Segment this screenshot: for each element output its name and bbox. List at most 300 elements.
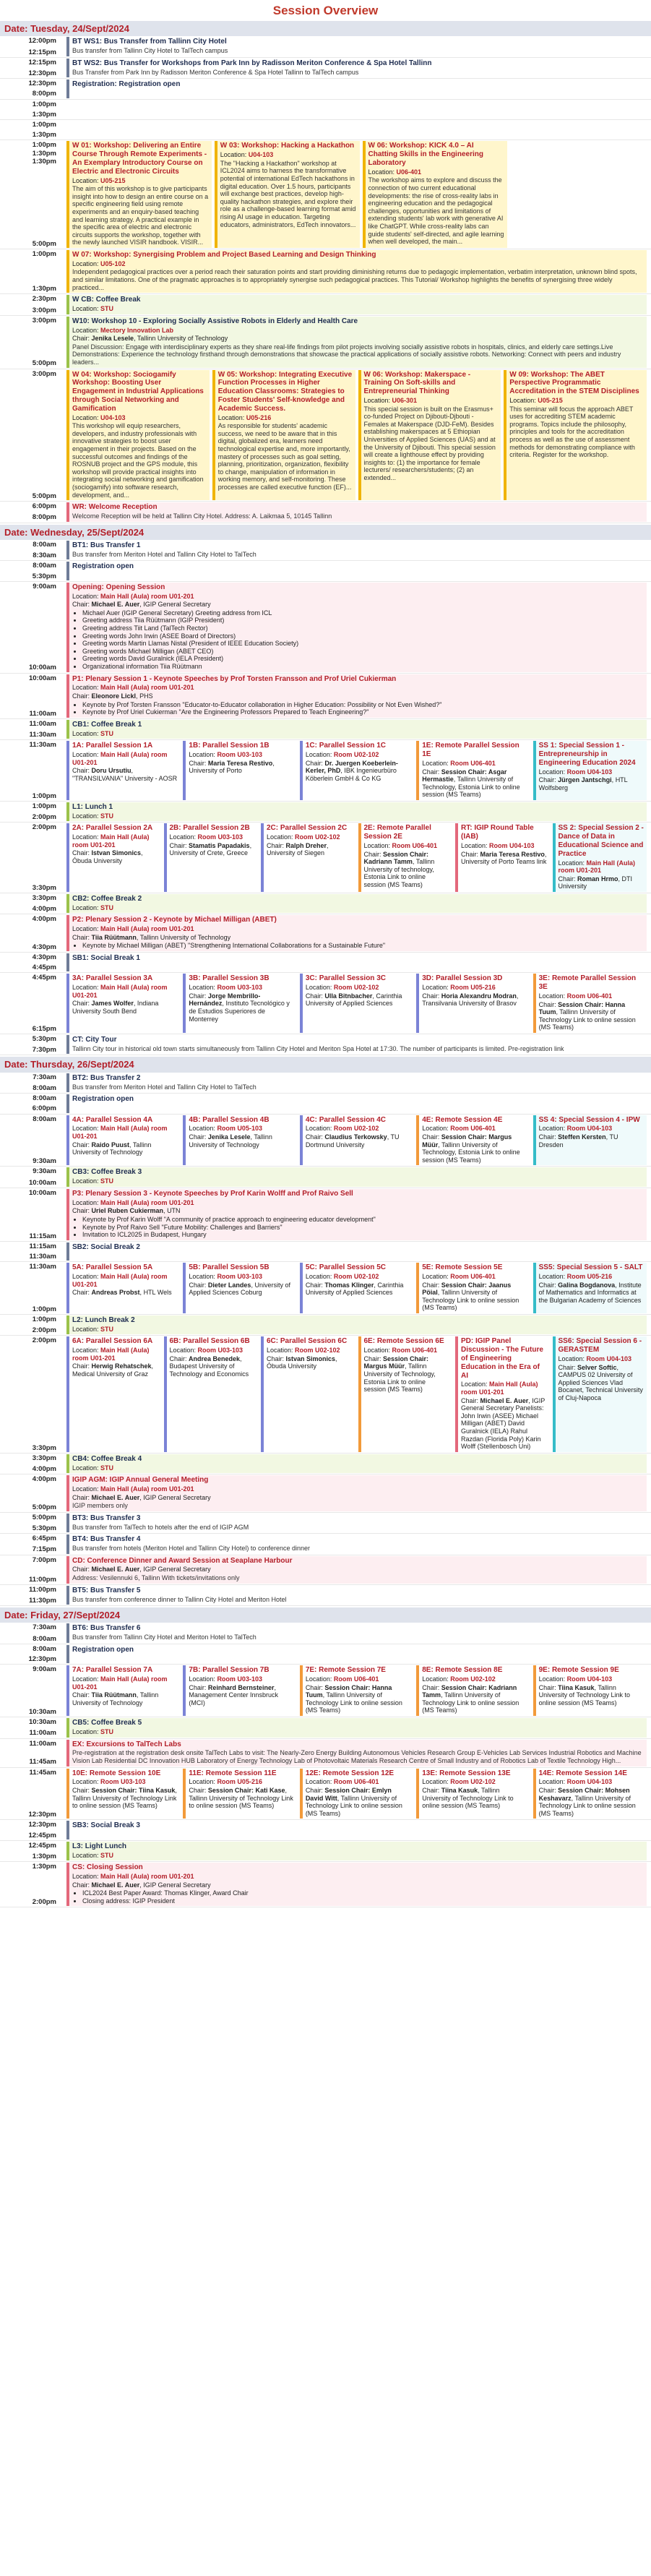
session-title[interactable]: 4A: Parallel Session 4A	[72, 1115, 153, 1124]
session-block[interactable]	[66, 1821, 647, 1839]
session-title[interactable]: 1B: Parallel Session 1B	[189, 742, 270, 750]
session-title[interactable]: WR: Welcome Reception	[72, 503, 158, 512]
session-title[interactable]: 5A: Parallel Session 5A	[72, 1263, 153, 1272]
location-value[interactable]: Room U06-401	[333, 1675, 379, 1683]
location-value[interactable]: Room U03-103	[197, 1347, 243, 1354]
location-value[interactable]: U05-102	[100, 259, 126, 267]
location-value[interactable]: STU	[100, 305, 114, 313]
location-value[interactable]: Main Hall (Aula) room U01-201	[461, 1381, 538, 1396]
session-title[interactable]: L1: Lunch 1	[72, 802, 113, 811]
location-label: Location:	[461, 1381, 490, 1388]
session-block[interactable]	[66, 502, 647, 521]
location-value[interactable]: STU	[100, 729, 114, 737]
location-value[interactable]: U04-103	[248, 151, 274, 159]
location-value[interactable]: Room U03-103	[197, 833, 243, 841]
location-value[interactable]: Room U04-103	[586, 1354, 632, 1362]
chair-name: Tiia Rüütmann	[91, 933, 137, 941]
session-block[interactable]	[66, 1167, 647, 1186]
session-location	[422, 760, 527, 768]
chair-affiliation: Medical University of Graz	[72, 1370, 149, 1378]
time-label: 1:30pm	[32, 285, 56, 293]
location-value[interactable]: Main Hall (Aula) room U01-201	[72, 1347, 150, 1362]
session-title[interactable]: L3: Light Lunch	[72, 1842, 126, 1850]
session-block[interactable]	[66, 1740, 647, 1766]
session-block[interactable]	[66, 894, 647, 913]
session-block[interactable]	[66, 741, 180, 800]
session-block[interactable]	[416, 974, 530, 1033]
location-value[interactable]: Main Hall (Aula) room U01-201	[100, 592, 194, 600]
location-value[interactable]: Room U02-102	[333, 751, 379, 759]
session-chair: Chair: Andrea Benedek, Budapest University of Technology and Economics	[169, 1354, 249, 1378]
location-value[interactable]: Main Hall (Aula) room U01-201	[100, 925, 194, 933]
session-block[interactable]	[66, 370, 210, 501]
time-column	[0, 582, 64, 673]
session-title[interactable]: BT2: Bus Transfer 2	[72, 1073, 141, 1082]
location-value[interactable]: Room U05-216	[450, 984, 496, 992]
session-title[interactable]: 2A: Parallel Session 2A	[72, 824, 153, 833]
time-label: 12:30pm	[28, 1821, 56, 1829]
session-block[interactable]	[215, 141, 360, 248]
session-title[interactable]: 4C: Parallel Session 4C	[305, 1115, 386, 1124]
location-value[interactable]: Main Hall (Aula) room U01-201	[72, 1125, 168, 1141]
session-block[interactable]	[300, 1263, 413, 1313]
session-title[interactable]: 9E: Remote Session 9E	[538, 1666, 619, 1675]
session-title[interactable]: BT3: Bus Transfer 3	[72, 1514, 141, 1522]
session-block[interactable]	[66, 317, 647, 368]
chair-affiliation: Carinthia University of Applied Sciences	[305, 1281, 404, 1297]
session-block[interactable]	[300, 741, 413, 800]
time-label: 3:00pm	[32, 306, 56, 314]
session-title[interactable]: BT6: Bus Transfer 6	[72, 1624, 141, 1633]
session-block[interactable]	[183, 1115, 296, 1166]
session-title[interactable]: 7A: Parallel Session 7A	[72, 1666, 153, 1675]
session-block[interactable]	[212, 370, 355, 501]
session-title[interactable]: 6B: Parallel Session 6B	[169, 1337, 250, 1346]
session-title[interactable]: SS 4: Special Session 4 - IPW	[538, 1115, 640, 1124]
session-block[interactable]	[66, 1556, 647, 1584]
session-block[interactable]	[504, 370, 647, 501]
location-value[interactable]: Main Hall (Aula) room U01-201	[100, 1872, 194, 1880]
location-value[interactable]: STU	[100, 1464, 114, 1472]
session-title[interactable]: SS 2: Special Session 2 - Dance of Data in Educational Science and Practice	[558, 824, 644, 858]
session-block[interactable]	[66, 1769, 180, 1819]
session-block[interactable]	[66, 823, 161, 892]
location-value[interactable]: Main Hall (Aula) room U01-201	[100, 1485, 194, 1493]
location-value[interactable]: Room U06-401	[450, 759, 496, 767]
session-chair: Chair: Steffen Kersten, TU Dresden	[538, 1133, 618, 1149]
session-block[interactable]	[66, 1645, 647, 1663]
session-chair: Chair: Tiia Rüütmann, Tallinn University of Technology	[72, 933, 231, 941]
location-value[interactable]: U05-216	[246, 413, 272, 421]
session-title[interactable]: 3D: Parallel Session 3D	[422, 974, 503, 983]
session-block[interactable]	[66, 953, 647, 971]
session-cells	[64, 802, 651, 822]
location-value[interactable]: Room U03-103	[100, 1778, 146, 1786]
location-value[interactable]: Room U02-102	[333, 1272, 379, 1280]
session-block[interactable]	[164, 823, 259, 892]
location-value[interactable]: Room U02-102	[450, 1675, 496, 1683]
session-title[interactable]: W 01: Workshop: Delivering an Entire Course Through Remote Experiments - An Exemplary Introductory Course on Electric and Electronic Circuits	[72, 142, 207, 176]
location-label: Location:	[72, 1675, 101, 1683]
session-description: The workshop aims to explore and discuss the connection of two current educational developments: the rise of cross-reality labs in engineering education and the pedagogical challenges, opportunities and limitations of extending students' lab work with generative AI like ChatGPT. While cross-reality labs can guide students' self-directed, and agile learning when well developed, the main...	[368, 176, 504, 246]
session-location	[72, 1464, 644, 1472]
session-block[interactable]	[66, 1073, 647, 1092]
location-value[interactable]: Room U06-401	[450, 1272, 496, 1280]
session-title[interactable]: 2E: Remote Parallel Session 2E	[363, 824, 431, 841]
session-block[interactable]	[416, 1769, 530, 1819]
session-block[interactable]	[300, 974, 413, 1033]
location-value[interactable]: Room U03-103	[217, 751, 262, 759]
session-block[interactable]	[553, 823, 647, 892]
schedule-row	[0, 1862, 651, 1907]
session-title[interactable]: SS 1: Special Session 1 - Entrepreneurship in Engineering Education 2024	[538, 742, 636, 767]
session-block[interactable]	[66, 37, 647, 56]
session-block[interactable]	[66, 1094, 647, 1112]
session-title[interactable]: 7E: Remote Session 7E	[305, 1666, 386, 1675]
session-block[interactable]	[183, 974, 296, 1033]
session-title[interactable]: 5C: Parallel Session 5C	[305, 1263, 386, 1272]
session-title[interactable]: W 09: Workshop: The ABET Perspective Programmatic Accreditation in the STEM Disciplines	[509, 370, 639, 396]
session-block[interactable]	[533, 1263, 647, 1313]
session-block[interactable]	[261, 823, 355, 892]
location-value[interactable]: Room U04-103	[566, 768, 613, 776]
session-block[interactable]	[66, 1242, 647, 1261]
session-title[interactable]: RT: IGIP Round Table (IAB)	[461, 824, 534, 841]
location-label: Location:	[305, 1125, 334, 1133]
location-value[interactable]: Room U02-102	[333, 1125, 379, 1133]
location-value[interactable]: U05-215	[100, 176, 126, 184]
session-title[interactable]: L2: Lunch Break 2	[72, 1315, 135, 1324]
session-title[interactable]: BT4: Bus Transfer 4	[72, 1535, 141, 1544]
chair-label: Chair:	[189, 1281, 208, 1289]
session-block[interactable]	[66, 1315, 647, 1334]
session-title[interactable]: 6C: Parallel Session 6C	[267, 1337, 348, 1346]
session-title[interactable]: W 06: Workshop: KICK 4.0 – AI Chatting Skills in the Engineering Laboratory	[368, 142, 483, 167]
session-block[interactable]	[455, 823, 550, 892]
location-value[interactable]: Main Hall (Aula) room U01-201	[72, 1675, 168, 1691]
location-label: Location:	[72, 1464, 101, 1472]
session-title[interactable]: SS5: Special Session 5 - SALT	[538, 1263, 643, 1272]
session-location	[170, 833, 256, 841]
location-value[interactable]: Room U05-216	[217, 1778, 262, 1786]
session-block[interactable]	[66, 295, 647, 314]
session-title[interactable]: PD: IGIP Panel Discussion - The Future of Engineering Education in the Era of AI	[461, 1337, 543, 1380]
chair-name: Galina Bogdanova	[558, 1281, 616, 1289]
chair-label: Chair:	[305, 759, 325, 767]
session-title[interactable]: IGIP AGM: IGIP Annual General Meeting	[72, 1476, 209, 1485]
location-value[interactable]: Room U06-401	[450, 1125, 496, 1133]
time-column	[0, 823, 64, 893]
location-value[interactable]: Room U05-216	[566, 1272, 613, 1280]
session-block[interactable]	[66, 80, 647, 98]
location-value[interactable]: STU	[100, 1177, 114, 1185]
session-block[interactable]	[66, 915, 647, 951]
session-title[interactable]: 10E: Remote Session 10E	[72, 1769, 161, 1777]
session-block[interactable]	[533, 1769, 647, 1819]
location-value[interactable]: Main Hall (Aula) room U01-201	[72, 1272, 168, 1288]
location-value[interactable]: U06-301	[392, 396, 418, 404]
session-title[interactable]: Opening: Opening Session	[72, 583, 165, 591]
session-title[interactable]: 1E: Remote Parallel Session 1E	[422, 742, 519, 759]
chair-name: Doru Ursutiu	[91, 767, 132, 775]
session-block[interactable]	[66, 674, 647, 718]
location-value[interactable]: Mectory Innovation Lab	[100, 326, 174, 334]
session-block[interactable]	[66, 1623, 647, 1642]
schedule-row	[0, 953, 651, 973]
time-label: 1:00pm	[32, 802, 56, 810]
session-title[interactable]: SB2: Social Break 2	[72, 1242, 140, 1251]
location-value[interactable]: Room U06-401	[392, 841, 438, 849]
session-title[interactable]: W10: Workshop 10 - Exploring Socially Assistive Robots in Elderly and Health Care	[72, 317, 358, 325]
chair-label: Chair:	[169, 841, 189, 849]
session-title[interactable]: W 06: Workshop: Makerspace - Training On Soft-skills and Entrepreneurial Thinking	[363, 370, 471, 396]
session-block[interactable]	[533, 974, 647, 1033]
time-label: 1:00pm	[32, 121, 56, 129]
day-section	[0, 1057, 651, 1606]
session-block[interactable]	[66, 141, 212, 248]
chair-label: Chair:	[538, 1133, 559, 1141]
session-title[interactable]: 14E: Remote Session 14E	[538, 1769, 627, 1777]
session-title[interactable]: 13E: Remote Session 13E	[422, 1769, 511, 1777]
session-block[interactable]	[66, 1718, 647, 1737]
session-title[interactable]: 5B: Parallel Session 5B	[189, 1263, 270, 1272]
session-title[interactable]: 5E: Remote Session 5E	[422, 1263, 503, 1272]
location-value[interactable]: U05-215	[538, 396, 563, 404]
session-title[interactable]: CB3: Coffee Break 3	[72, 1168, 142, 1177]
location-value[interactable]: Room U04-103	[489, 841, 535, 849]
session-block[interactable]	[183, 1665, 296, 1716]
location-value[interactable]: Main Hall (Aula) room U01-201	[72, 751, 168, 766]
session-block[interactable]	[66, 1263, 180, 1313]
session-block[interactable]	[66, 583, 647, 672]
session-title[interactable]: 7B: Parallel Session 7B	[189, 1666, 270, 1675]
session-block[interactable]	[66, 1586, 647, 1605]
session-title[interactable]: P1: Plenary Session 1 - Keynote Speeches by Prof Torsten Fransson and Prof Uriel Cukierman	[72, 674, 397, 683]
session-title[interactable]: Registration open	[72, 1645, 134, 1654]
session-title[interactable]: P2: Plenary Session 2 - Keynote by Michael Milligan (ABET)	[72, 916, 277, 924]
time-label: 7:15pm	[32, 1545, 56, 1554]
session-block[interactable]	[66, 562, 647, 580]
session-block[interactable]	[66, 1475, 647, 1511]
session-block[interactable]	[261, 1336, 355, 1451]
location-value[interactable]: STU	[100, 903, 114, 911]
session-block[interactable]	[66, 1189, 647, 1240]
session-block[interactable]	[300, 1665, 413, 1716]
session-title[interactable]: Registration open	[72, 1095, 134, 1104]
session-title[interactable]: CD: Conference Dinner and Award Session at Seaplane Harbour	[72, 1556, 293, 1565]
session-block[interactable]	[66, 1863, 647, 1906]
session-block[interactable]	[358, 1336, 453, 1451]
session-title[interactable]: W 07: Workshop: Synergising Problem and Project Based Learning and Design Thinking	[72, 251, 376, 259]
session-block[interactable]	[66, 1665, 180, 1716]
session-title[interactable]: W CB: Coffee Break	[72, 296, 141, 304]
session-block[interactable]	[183, 1769, 296, 1819]
session-title[interactable]: CB5: Coffee Break 5	[72, 1719, 142, 1727]
session-block[interactable]	[66, 1514, 647, 1532]
agenda-item: • Keynote by Prof Karin Wolff "A community of practice approach to engineering educator development"	[82, 1216, 644, 1224]
chair-label: Chair:	[558, 875, 578, 883]
session-title[interactable]: 3B: Parallel Session 3B	[189, 974, 270, 983]
session-title[interactable]: 3C: Parallel Session 3C	[305, 974, 386, 983]
session-location	[72, 305, 644, 313]
session-block[interactable]	[358, 823, 453, 892]
session-cells	[64, 1167, 651, 1187]
location-value[interactable]: Room U02-102	[295, 1347, 340, 1354]
session-block[interactable]	[66, 1035, 647, 1054]
chair-affiliation: University of Porto Teams link	[461, 858, 547, 866]
session-block[interactable]	[66, 1336, 161, 1451]
session-block[interactable]	[553, 1336, 647, 1451]
location-value[interactable]: U06-401	[396, 168, 422, 176]
location-value[interactable]: Room U04-103	[566, 1125, 613, 1133]
session-title[interactable]: BT1: Bus Transfer 1	[72, 541, 141, 549]
time-label: 9:30am	[33, 1167, 56, 1176]
location-value[interactable]: Room U03-103	[217, 1675, 262, 1683]
session-block[interactable]	[358, 370, 501, 501]
session-title[interactable]: BT WS2: Bus Transfer for Workshops from Park Inn by Radisson Meriton Conference & Spa Hotel Tallinn	[72, 59, 432, 67]
time-column	[0, 1167, 64, 1187]
session-block[interactable]	[66, 802, 647, 821]
chair-label: Chair:	[422, 1786, 441, 1794]
session-title[interactable]: CB1: Coffee Break 1	[72, 720, 142, 729]
location-value[interactable]: Room U02-102	[450, 1778, 496, 1786]
session-title[interactable]: 3E: Remote Parallel Session 3E	[538, 974, 637, 992]
location-value[interactable]: Main Hall (Aula) room U01-201	[558, 859, 636, 875]
session-block[interactable]	[533, 741, 647, 800]
chair-affiliation: PHS	[139, 692, 153, 700]
session-block[interactable]	[66, 974, 180, 1033]
location-value[interactable]: STU	[100, 1325, 114, 1333]
session-title[interactable]: Registration open	[72, 562, 134, 571]
schedule-row	[0, 1188, 651, 1242]
session-title[interactable]: 2C: Parallel Session 2C	[267, 824, 348, 833]
session-block[interactable]	[183, 741, 296, 800]
location-value[interactable]: Main Hall (Aula) room U01-201	[100, 684, 194, 692]
session-block[interactable]	[66, 1842, 647, 1860]
session-title[interactable]: 2B: Parallel Session 2B	[169, 824, 250, 833]
location-value[interactable]: Room U02-102	[333, 984, 379, 992]
session-description: As responsible for students' academic success, we need to be aware that in this digital, globalized era, learners need technological expertise and, more importantly, mastery of processes such as goal setting, planning, prioritization, organization, flexibility to change, manipulation of information in working memory, and self-monitoring. These processes are called executive function (EF)...	[217, 422, 352, 491]
session-block[interactable]	[66, 541, 647, 559]
session-title[interactable]: W 05: Workshop: Integrating Executive Function Processes in Higher Education Classrooms: Strategies to Foster Students' Self-knowledge and Academic Success.	[217, 370, 353, 413]
chair-label: Chair:	[538, 776, 559, 784]
location-value[interactable]: Room U05-103	[217, 1125, 262, 1133]
location-value[interactable]: Room U04-103	[566, 1675, 613, 1683]
location-value[interactable]: Room U02-102	[295, 833, 340, 841]
time-column	[0, 1094, 64, 1113]
session-title[interactable]: CT: City Tour	[72, 1036, 117, 1044]
session-title[interactable]: 11E: Remote Session 11E	[189, 1769, 277, 1777]
session-title[interactable]: 4B: Parallel Session 4B	[189, 1115, 270, 1124]
location-value[interactable]: Room U03-103	[217, 1272, 262, 1280]
session-block[interactable]	[183, 1263, 296, 1313]
session-title[interactable]: Registration: Registration open	[72, 80, 181, 89]
session-block[interactable]	[416, 741, 530, 800]
location-value[interactable]: Room U06-401	[566, 992, 613, 1000]
session-title[interactable]: CB2: Coffee Break 2	[72, 895, 142, 903]
location-label: Location:	[189, 984, 217, 992]
session-location	[72, 1347, 158, 1362]
session-title[interactable]: 6E: Remote Session 6E	[363, 1337, 444, 1346]
session-block[interactable]	[66, 1115, 180, 1166]
session-location	[559, 859, 644, 875]
session-block[interactable]	[300, 1769, 413, 1819]
location-value[interactable]: Room U03-103	[217, 984, 262, 992]
session-chair: Chair: Herwig Rehatschek, Medical University of Graz	[72, 1362, 154, 1378]
session-block[interactable]	[66, 720, 647, 739]
session-location	[72, 1675, 177, 1691]
session-location	[72, 925, 644, 933]
session-title[interactable]: BT WS1: Bus Transfer from Tallinn City Hotel	[72, 38, 227, 46]
session-block[interactable]	[66, 1454, 647, 1473]
location-label: Location:	[72, 833, 101, 841]
session-title[interactable]: 1C: Parallel Session 1C	[305, 742, 386, 750]
location-value[interactable]: Main Hall (Aula) room U01-201	[72, 984, 168, 999]
session-title[interactable]: W 03: Workshop: Hacking a Hackathon	[220, 142, 355, 150]
session-title[interactable]: 12E: Remote Session 12E	[305, 1769, 395, 1777]
session-title[interactable]: 1A: Parallel Session 1A	[72, 742, 153, 750]
session-title[interactable]: CB4: Coffee Break 4	[72, 1454, 142, 1463]
location-value[interactable]: Main Hall (Aula) room U01-201	[72, 833, 150, 849]
chair-label: Chair:	[538, 1281, 559, 1289]
location-value[interactable]: STU	[100, 812, 114, 820]
session-title[interactable]: P3: Plenary Session 3 - Keynote Speeches by Prof Karin Wolff and Prof Raivo Sell	[72, 1189, 353, 1198]
session-block[interactable]	[416, 1115, 530, 1166]
session-title[interactable]: 8E: Remote Session 8E	[422, 1666, 503, 1675]
session-title[interactable]: 6A: Parallel Session 6A	[72, 1337, 153, 1346]
session-location	[306, 751, 410, 759]
session-title[interactable]: SB1: Social Break 1	[72, 954, 140, 963]
location-label: Location:	[538, 768, 567, 776]
session-title[interactable]: SS6: Special Session 6 - GERASTEM	[558, 1337, 642, 1354]
session-cells	[64, 1644, 651, 1664]
session-block[interactable]	[300, 1115, 413, 1166]
location-value[interactable]: STU	[100, 1727, 114, 1735]
location-label: Location:	[558, 1354, 587, 1362]
session-block[interactable]	[533, 1115, 647, 1166]
location-value[interactable]: Room U06-401	[333, 1778, 379, 1786]
session-title[interactable]: 3A: Parallel Session 3A	[72, 974, 153, 983]
session-title[interactable]: EX: Excursions to TalTech Labs	[72, 1740, 181, 1748]
time-column	[0, 1623, 64, 1643]
session-block[interactable]	[416, 1665, 530, 1716]
location-value[interactable]: Main Hall (Aula) room U01-201	[100, 1198, 194, 1206]
location-value[interactable]: STU	[100, 1851, 114, 1859]
session-title[interactable]: SB3: Social Break 3	[72, 1821, 140, 1830]
session-block[interactable]	[416, 1263, 530, 1313]
session-block[interactable]	[533, 1665, 647, 1716]
chair-label: Chair:	[72, 1000, 92, 1008]
session-location	[267, 1347, 353, 1354]
session-block[interactable]	[66, 250, 647, 293]
session-title[interactable]: CS: Closing Session	[72, 1863, 143, 1872]
session-title[interactable]: BT5: Bus Transfer 5	[72, 1586, 141, 1594]
session-block[interactable]	[164, 1336, 259, 1451]
time-label: 7:00pm	[32, 1555, 56, 1564]
session-title[interactable]: 4E: Remote Session 4E	[422, 1115, 503, 1124]
session-block[interactable]	[66, 1534, 647, 1553]
session-block[interactable]	[363, 141, 508, 248]
location-value[interactable]: Room U04-103	[566, 1778, 613, 1786]
location-value[interactable]: U04-103	[100, 413, 126, 421]
session-title[interactable]: W 04: Workshop: Sociogamify Workshop: Boosting User Engagement in Industrial Applications through Social Networking and Gamification	[72, 370, 204, 413]
chair-name: Session Chair: Jaanus Pöial	[422, 1281, 512, 1297]
session-block[interactable]	[455, 1336, 550, 1451]
location-label: Location:	[72, 1198, 101, 1206]
session-block[interactable]	[66, 59, 647, 77]
location-value[interactable]: Room U06-401	[392, 1347, 438, 1354]
session-cells	[64, 100, 651, 119]
